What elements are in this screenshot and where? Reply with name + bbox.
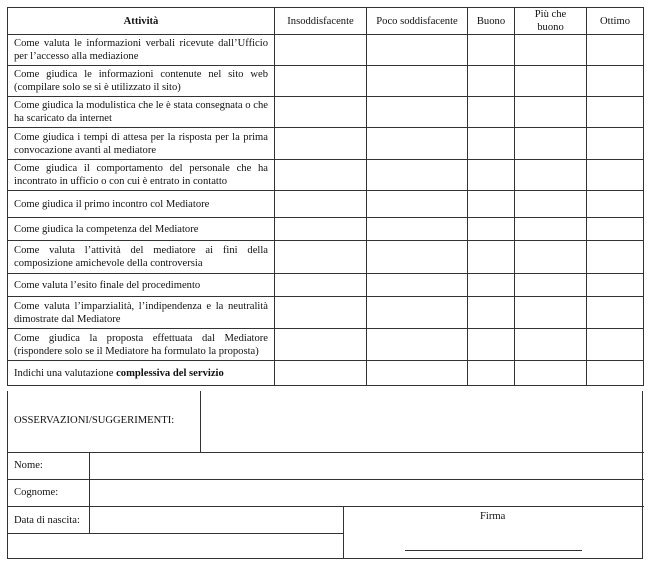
question-text: Come valuta le informazioni verbali ricevute dall’Ufficio per l’accesso alla mediazione: [8, 35, 275, 66]
firma-divider: [343, 507, 344, 559]
table-header-row: [8, 8, 644, 35]
table-row: [8, 191, 644, 218]
nome-field[interactable]: [90, 453, 643, 479]
rating-cell-poco-soddisfacente[interactable]: [367, 66, 468, 97]
rating-cell-buono[interactable]: [468, 128, 515, 160]
personal-info-section: [7, 391, 643, 559]
rating-cell-piu-che-buono[interactable]: [515, 241, 587, 274]
rating-cell-buono[interactable]: [468, 160, 515, 191]
table-row: [8, 218, 644, 241]
rating-cell-insoddisfacente[interactable]: [275, 35, 367, 66]
rating-cell-ottimo[interactable]: [587, 329, 644, 361]
question-text: Come valuta l’attività del mediatore ai fini della composizione amichevole della controversia: [8, 241, 275, 274]
rating-cell-insoddisfacente[interactable]: [275, 66, 367, 97]
rating-cell-buono[interactable]: [468, 274, 515, 297]
rating-cell-poco-soddisfacente[interactable]: [367, 329, 468, 361]
table-row: [8, 97, 644, 128]
rating-cell-poco-soddisfacente[interactable]: [367, 274, 468, 297]
header-ottimo: Ottimo: [587, 8, 644, 35]
rating-cell-insoddisfacente[interactable]: [275, 241, 367, 274]
table-row: [8, 329, 644, 361]
rating-cell-buono[interactable]: [468, 361, 515, 386]
table-row: [8, 66, 644, 97]
cognome-field[interactable]: [90, 480, 643, 506]
header-attivita: Attività: [8, 8, 275, 35]
rating-cell-ottimo[interactable]: [587, 97, 644, 128]
question-text: Come giudica la proposta effettuata dal Mediatore (rispondere solo se il Mediatore ha formulato la proposta): [8, 329, 275, 361]
rating-cell-piu-che-buono[interactable]: [515, 66, 587, 97]
table-row: [8, 274, 644, 297]
rating-cell-ottimo[interactable]: [587, 66, 644, 97]
question-text: Come giudica i tempi di attesa per la risposta per la prima convocazione avanti al mediatore: [8, 128, 275, 160]
nascita-row: [8, 507, 344, 534]
rating-cell-poco-soddisfacente[interactable]: [367, 160, 468, 191]
rating-cell-insoddisfacente[interactable]: [275, 329, 367, 361]
rating-cell-insoddisfacente[interactable]: [275, 274, 367, 297]
rating-cell-poco-soddisfacente[interactable]: [367, 297, 468, 329]
rating-cell-piu-che-buono[interactable]: [515, 329, 587, 361]
cognome-label: Cognome:: [14, 487, 59, 498]
header-buono: Buono: [468, 8, 515, 35]
table-row: [8, 128, 644, 160]
question-text: Come giudica il comportamento del personale che ha incontrato in ufficio o con cui è entrato in contatto: [8, 160, 275, 191]
osservazioni-field[interactable]: [201, 391, 643, 452]
osservazioni-label: OSSERVAZIONI/SUGGERIMENTI:: [14, 415, 175, 426]
rating-cell-ottimo[interactable]: [587, 361, 644, 386]
rating-cell-piu-che-buono[interactable]: [515, 297, 587, 329]
nome-row: [8, 453, 644, 480]
rating-cell-buono[interactable]: [468, 241, 515, 274]
rating-cell-piu-che-buono[interactable]: [515, 128, 587, 160]
rating-cell-piu-che-buono[interactable]: [515, 274, 587, 297]
rating-cell-poco-soddisfacente[interactable]: [367, 97, 468, 128]
question-text: Come giudica le informazioni contenute nel sito web (compilare solo se si è utilizzato il sito): [8, 66, 275, 97]
header-insoddisfacente: Insoddisfacente: [275, 8, 367, 35]
rating-table: [7, 7, 644, 386]
rating-cell-ottimo[interactable]: [587, 35, 644, 66]
rating-cell-ottimo[interactable]: [587, 218, 644, 241]
rating-cell-piu-che-buono[interactable]: [515, 361, 587, 386]
osservazioni-row: [8, 391, 644, 453]
rating-cell-buono[interactable]: [468, 329, 515, 361]
rating-cell-insoddisfacente[interactable]: [275, 191, 367, 218]
rating-cell-buono[interactable]: [468, 97, 515, 128]
overall-bold: complessiva del servizio: [116, 367, 224, 379]
question-text: Come valuta l’esito finale del procedimento: [8, 274, 275, 297]
table-row: [8, 35, 644, 66]
nascita-field[interactable]: [90, 507, 343, 533]
question-text: Come valuta l’imparzialità, l’indipendenza e la neutralità dimostrate dal Mediatore: [8, 297, 275, 329]
rating-cell-piu-che-buono[interactable]: [515, 191, 587, 218]
rating-cell-insoddisfacente[interactable]: [275, 97, 367, 128]
rating-cell-piu-che-buono[interactable]: [515, 97, 587, 128]
rating-cell-buono[interactable]: [468, 218, 515, 241]
rating-cell-poco-soddisfacente[interactable]: [367, 128, 468, 160]
header-piu-che-buono: Più che buono: [515, 8, 587, 35]
nascita-label: Data di nascita:: [14, 515, 80, 526]
overall-question-text: [8, 361, 275, 386]
table-row: [8, 297, 644, 329]
rating-cell-piu-che-buono[interactable]: [515, 160, 587, 191]
rating-cell-poco-soddisfacente[interactable]: [367, 241, 468, 274]
rating-cell-insoddisfacente[interactable]: [275, 160, 367, 191]
rating-cell-buono[interactable]: [468, 297, 515, 329]
rating-cell-buono[interactable]: [468, 191, 515, 218]
rating-cell-buono[interactable]: [468, 66, 515, 97]
header-poco-soddisfacente: Poco soddisfacente: [367, 8, 468, 35]
rating-cell-ottimo[interactable]: [587, 297, 644, 329]
questionnaire-form: [7, 7, 643, 559]
rating-cell-ottimo[interactable]: [587, 274, 644, 297]
question-text: Come giudica la modulistica che le è stata consegnata o che ha scaricato da internet: [8, 97, 275, 128]
rating-cell-poco-soddisfacente[interactable]: [367, 361, 468, 386]
rating-cell-ottimo[interactable]: [587, 128, 644, 160]
rating-cell-piu-che-buono[interactable]: [515, 218, 587, 241]
question-text: Come giudica la competenza del Mediatore: [8, 218, 275, 241]
rating-cell-ottimo[interactable]: [587, 160, 644, 191]
rating-cell-buono[interactable]: [468, 35, 515, 66]
firma-label: Firma: [480, 511, 506, 522]
cognome-row: [8, 480, 644, 507]
rating-cell-poco-soddisfacente[interactable]: [367, 35, 468, 66]
rating-cell-insoddisfacente[interactable]: [275, 361, 367, 386]
overall-prefix: Indichi una valutazione: [14, 367, 117, 379]
rating-cell-insoddisfacente[interactable]: [275, 218, 367, 241]
rating-cell-poco-soddisfacente[interactable]: [367, 218, 468, 241]
question-text: Come giudica il primo incontro col Mediatore: [8, 191, 275, 218]
rating-cell-poco-soddisfacente[interactable]: [367, 191, 468, 218]
rating-cell-insoddisfacente[interactable]: [275, 297, 367, 329]
rating-cell-piu-che-buono[interactable]: [515, 35, 587, 66]
rating-cell-ottimo[interactable]: [587, 241, 644, 274]
firma-signature-line[interactable]: [405, 550, 582, 551]
nome-label: Nome:: [14, 460, 43, 471]
table-row-overall: [8, 361, 644, 386]
table-row: [8, 160, 644, 191]
table-row: [8, 241, 644, 274]
rating-cell-insoddisfacente[interactable]: [275, 128, 367, 160]
rating-cell-ottimo[interactable]: [587, 191, 644, 218]
